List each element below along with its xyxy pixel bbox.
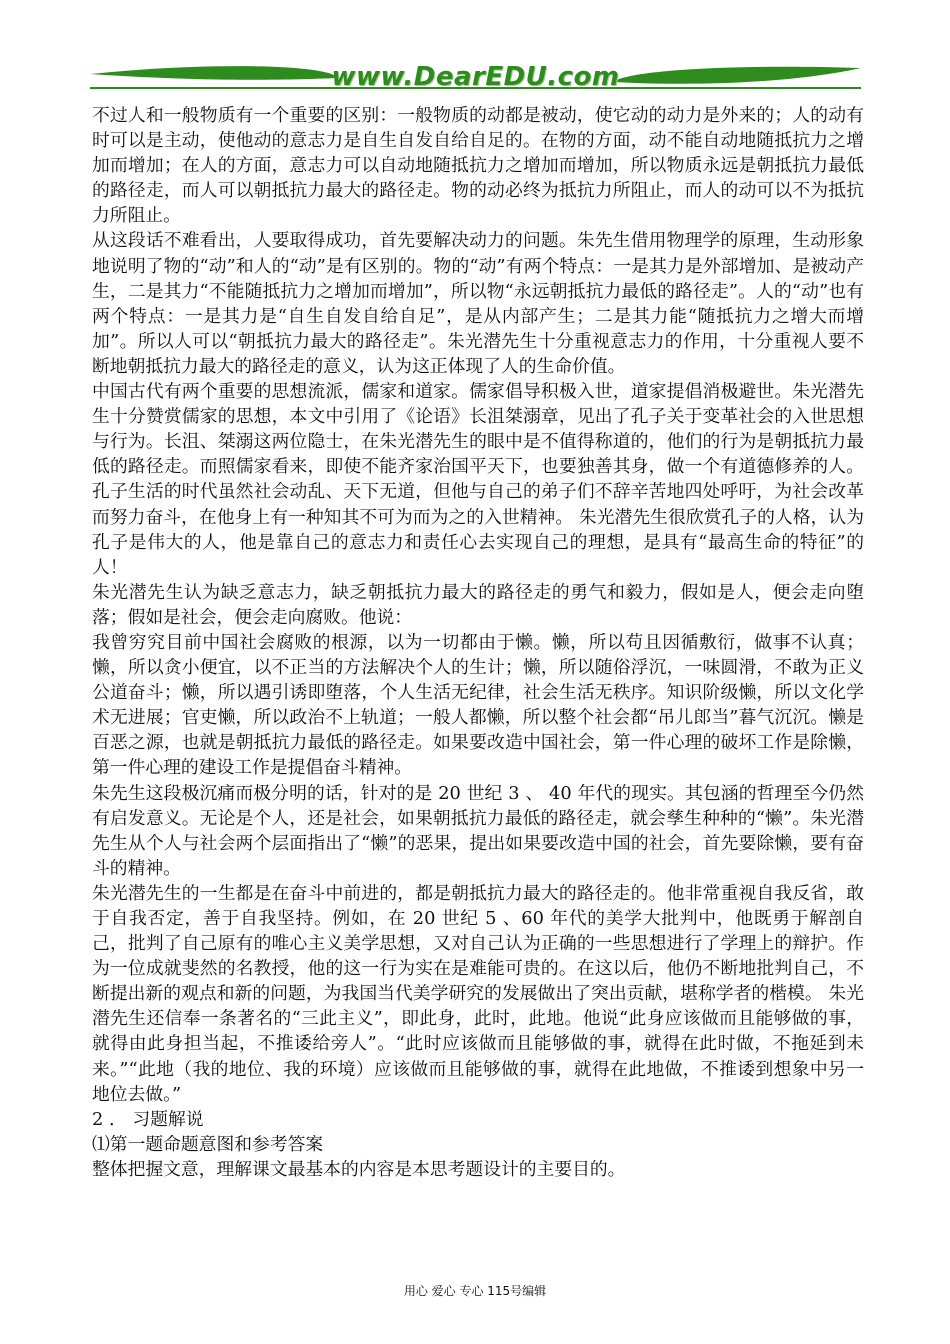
paragraph-laziness-quote: 我曾穷究目前中国社会腐败的根源，以为一切都由于懒。懒，所以苟且因循敷衍，做事不认真；懒，所以贪小便宜，以不正当的方法解决个人的生计；懒，所以随俗浮沉，一味圆滑，不敢为正义公道奋斗；懒，所以遇引诱即堕落，个人生活无纪律，社会生活无秩序。知识阶级懒，所以文化学术无进展；官吏懒，所以政治不上轨道；一般人都懒，所以整个社会都“吊儿郎当”暮气沉沉。懒是百恶之源，也就是朝抵抗力最低的路径走。如果要改造中国社会，第一件心理的破坏工作是除懒，第一件心理的建设工作是提倡奋斗精神。 (92, 631, 864, 779)
paragraph-analysis-motion: 从这段话不难看出，人要取得成功，首先要解决动力的问题。朱先生借用物理学的原理，生动形象地说明了物的“动”和人的“动”是有区别的。物的“动”有两个特点：一是其力是外部增加、是被动产生，二是其力“不能随抵抗力之增加而增加”，所以物“永远朝抵抗力最低的路径走”。人的“动”也有两个特点：一是其力是“自生自发自给自足”，是从内部产生；二是其力能“随抵抗力之增大而增加”。所以人可以“朝抵抗力最大的路径走”。朱光潜先生十分重视意志力的作用，十分重视人要不断地朝抵抗力最大的路径走的意义，认为这正体现了人的生命价值。 (92, 230, 864, 377)
document-body (92, 103, 864, 1182)
subsection-heading-question-one: ⑴第一题命题意图和参考答案 (92, 1133, 324, 1155)
paragraph-confucianism: 中国古代有两个重要的思想流派，儒家和道家。儒家倡导积极入世，道家提倡消极避世。朱光潜先生十分赞赏儒家的思想，本文中引用了《论语》长沮桀溺章，见出了孔子关于变革社会的入世思想与行为。长沮、桀溺这两位隐士，在朱光潜先生的眼中是不值得称道的，他们的行为是朝抵抗力最低的路径走。而照儒家看来，即使不能齐家治国平天下，也要独善其身，做一个有道德修养的人。孔子生活的时代虽然社会动乱、天下无道，但他与自己的弟子们不辞辛苦地四处呼吁，为社会改革而努力奋斗，在他身上有一种知其不可为而为之的入世精神。 朱光潜先生很欣赏孔子的人格，认为孔子是伟大的人，他是靠自己的意志力和责任心去实现自己的理想，是具有“最高生命的特征”的人！ (92, 381, 864, 578)
site-logo-text: www.DearEDU.com (331, 62, 620, 92)
paragraph-question-one: 整体把握文意，理解课文最基本的内容是本思考题设计的主要目的。 (92, 1158, 626, 1180)
paragraph-biography: 朱光潜先生的一生都是在奋斗中前进的，都是朝抵抗力最大的路径走的。他非常重视自我反省，敢于自我否定，善于自我坚持。例如，在 20 世纪 5 、60 年代的美学大批判中，他既勇于解剖自己，批判了自己原有的唯心主义美学思想，又对自己认为正确的一些思想进行了学理上的辩护。作为一位成就斐然的名教授，他的这一行为实在是难能可贵的。在这以后，他仍不断地批判自己，不断提出新的观点和新的问题，为我国当代美学研究的发展做出了突出贡献，堪称学者的楷模。 朱光潜先生还信奉一条著名的“三此主义”，即此身，此时，此地。他说“此身应该做而且能够做的事，就得由此身担当起，不推诿给旁人”。“此时应该做而且能够做的事，就得在此时做，不拖延到未来。”“此地（我的地位、我的环境）应该做而且能够做的事，就得在此地做，不推诿到想象中另一地位去做。” (92, 882, 864, 1105)
paragraph-quote-intro: 不过人和一般物质有一个重要的区别：一般物质的动都是被动，使它动的动力是外来的；人的动有时可以是主动，使他动的意志力是自生自发自给自足的。在物的方面，动不能自动地随抵抗力之增加而增加；在人的方面，意志力可以自动地随抵抗力之增加而增加，所以物质永远是朝抵抗力最低的路径走，而人可以朝抵抗力最大的路径走。物的动必终为抵抗力所阻止，而人的动可以不为抵抗力所阻止。 (92, 105, 864, 227)
page-header (88, 60, 863, 96)
page-footer: 用心 爱心 专心 115号编辑 (403, 1284, 547, 1298)
paragraph-willpower: 朱光潜先生认为缺乏意志力，缺乏朝抵抗力最大的路径走的勇气和毅力，假如是人，便会走向堕落；假如是社会，便会走向腐败。他说： (92, 581, 864, 628)
section-heading-exercises: 2 ． 习题解说 (92, 1108, 204, 1130)
paragraph-laziness-commentary: 朱先生这段极沉痛而极分明的话，针对的是 20 世纪 3 、 40 年代的现实。其包涵的哲理至今仍然有启发意义。无论是个人，还是社会，如果朝抵抗力最低的路径走，就会孳生种种的“懒”。朱光潜先生从个人与社会两个层面指出了“懒”的恶果，提出如果要改造中国的社会，首先要除懒，要有奋斗的精神。 (92, 782, 864, 879)
